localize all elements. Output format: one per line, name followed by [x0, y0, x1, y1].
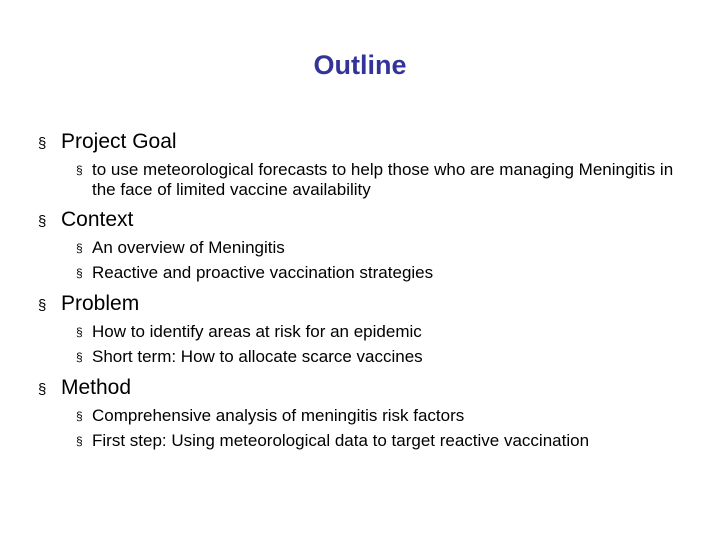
list-item-text: to use meteorological forecasts to help those who are managing Meningitis in the face of limited vaccine availability — [92, 160, 674, 199]
sub-list — [38, 322, 698, 368]
list-item-text: An overview of Meningitis — [92, 238, 285, 257]
bullet-icon: § — [76, 350, 83, 364]
list-item — [76, 322, 698, 343]
section-heading: Problem — [61, 292, 140, 315]
bullet-icon: § — [76, 434, 83, 448]
slide-title: Outline — [313, 50, 407, 80]
bullet-icon: § — [76, 409, 83, 423]
outline-list — [38, 128, 698, 458]
list-item — [76, 160, 698, 200]
section-problem — [38, 290, 698, 368]
sub-list — [38, 406, 698, 452]
list-item-text: First step: Using meteorological data to target reactive vaccination — [92, 431, 590, 450]
sub-list — [38, 160, 698, 200]
section-heading: Context — [61, 208, 134, 231]
bullet-icon: § — [76, 266, 83, 280]
section-context — [38, 206, 698, 284]
section-heading: Method — [61, 376, 132, 399]
section-project-goal — [38, 128, 698, 200]
bullet-icon: § — [38, 135, 47, 152]
list-item-text: Comprehensive analysis of meningitis risk factors — [92, 406, 465, 425]
list-item-text: Reactive and proactive vaccination strategies — [92, 263, 434, 282]
list-item-text: Short term: How to allocate scarce vaccines — [92, 347, 423, 366]
sub-list — [38, 238, 698, 284]
list-item-text: How to identify areas at risk for an epidemic — [92, 322, 422, 341]
bullet-icon: § — [38, 381, 47, 398]
list-item — [76, 406, 698, 427]
list-item — [76, 431, 698, 452]
bullet-icon: § — [38, 297, 47, 314]
list-item — [76, 263, 698, 284]
list-item — [76, 347, 698, 368]
bullet-icon: § — [76, 325, 83, 339]
section-heading: Project Goal — [61, 130, 177, 153]
bullet-icon: § — [38, 213, 47, 230]
bullet-icon: § — [76, 241, 83, 255]
bullet-icon: § — [76, 163, 83, 177]
section-method — [38, 374, 698, 452]
list-item — [76, 238, 698, 259]
